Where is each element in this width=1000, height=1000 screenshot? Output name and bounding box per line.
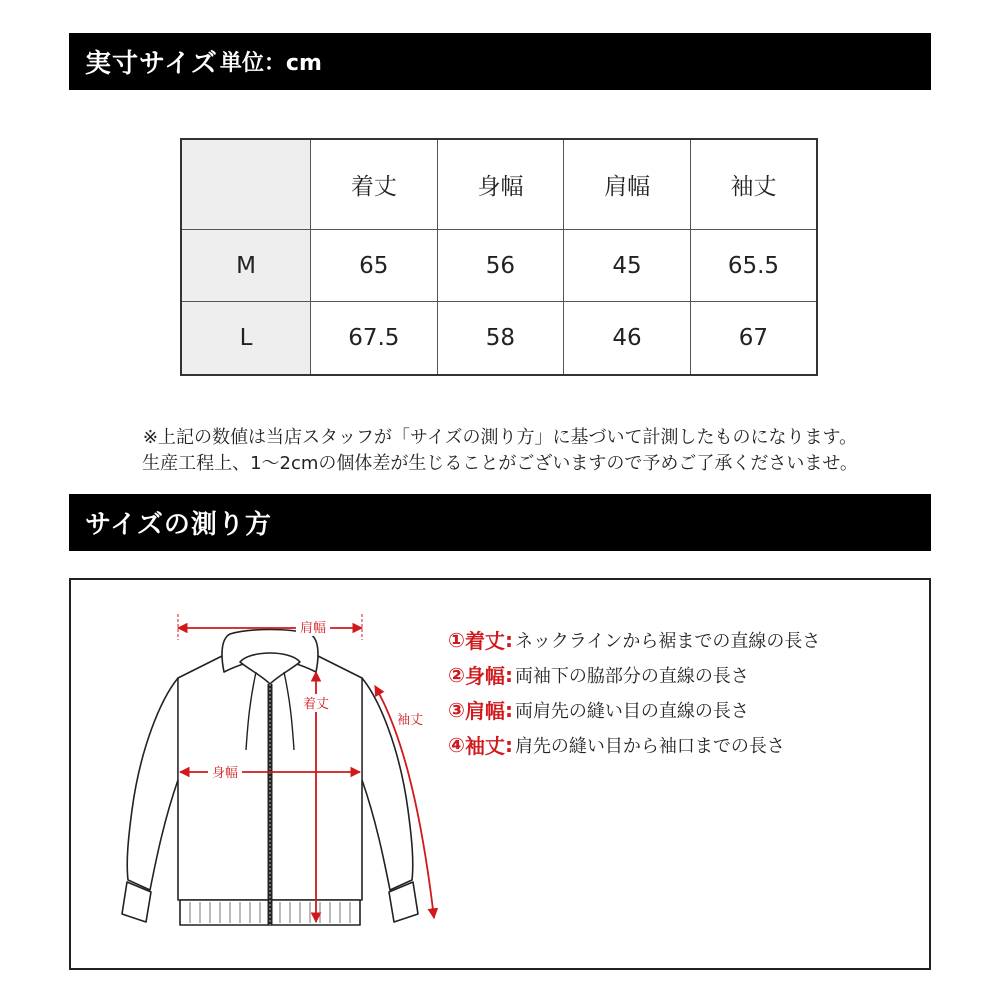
table-cell: 67.5: [311, 302, 438, 375]
table-row: [181, 230, 817, 302]
measurement-legend: [448, 622, 820, 762]
legend-description: 両袖下の脇部分の直線の長さ: [514, 665, 749, 687]
legend-colon: :: [504, 662, 513, 687]
legend-item-body-width: [448, 657, 820, 692]
shoulder-width-label: 肩幅: [299, 621, 327, 636]
how-to-measure-title: サイズの測り方: [85, 510, 272, 540]
measurement-note-line-1: ※上記の数値は当店スタッフが「サイズの測り方」に基づいて計測したものになります。: [142, 427, 858, 448]
legend-number: ③: [448, 697, 465, 722]
body-width-label: 身幅: [211, 766, 239, 781]
legend-colon: :: [504, 732, 513, 757]
table-cell: 65: [311, 230, 438, 302]
legend-term: 着丈: [464, 629, 505, 653]
hoodie-diagram: [100, 600, 460, 945]
table-header-row: [181, 139, 817, 230]
legend-term: 肩幅: [464, 699, 505, 723]
table-cell: 67: [690, 302, 817, 375]
size-table: [180, 138, 818, 376]
column-header-sleeve-length: 袖丈: [690, 139, 817, 230]
legend-description: ネックラインから裾までの直線の長さ: [514, 630, 821, 652]
size-chart-header: [69, 33, 931, 90]
legend-description: 両肩先の縫い目の直線の長さ: [514, 700, 749, 722]
table-cell: 65.5: [690, 230, 817, 302]
row-header-size-m: M: [181, 230, 311, 302]
legend-item-length: [448, 622, 820, 657]
table-row: [181, 302, 817, 375]
table-cell: 56: [437, 230, 564, 302]
measurement-note-line-2: 生産工程上、1〜2cmの個体差が生じることがございますので予めご了承くださいませ。: [142, 453, 858, 474]
legend-number: ④: [448, 732, 465, 757]
legend-term: 身幅: [464, 664, 505, 688]
legend-number: ①: [448, 627, 465, 652]
how-to-measure-header: [69, 494, 931, 551]
table-cell: 58: [437, 302, 564, 375]
column-header-length: 着丈: [311, 139, 438, 230]
legend-colon: :: [504, 697, 513, 722]
legend-description: 肩先の縫い目から袖口までの長さ: [514, 735, 785, 757]
legend-term: 袖丈: [464, 734, 505, 758]
column-header-shoulder-width: 肩幅: [564, 139, 691, 230]
legend-item-shoulder-width: [448, 692, 820, 727]
column-header-body-width: 身幅: [437, 139, 564, 230]
table-cell: 45: [564, 230, 691, 302]
legend-item-sleeve-length: [448, 727, 820, 762]
row-header-size-l: L: [181, 302, 311, 375]
left-sleeve-shape: [127, 678, 178, 890]
unit-label: 単位：cm: [219, 51, 322, 76]
table-cell: 46: [564, 302, 691, 375]
sleeve-length-label: 袖丈: [396, 713, 424, 728]
length-label: 着丈: [302, 697, 330, 712]
table-corner-cell: [181, 139, 311, 230]
legend-colon: :: [504, 627, 513, 652]
size-chart-title: 実寸サイズ: [85, 49, 218, 79]
legend-number: ②: [448, 662, 465, 687]
